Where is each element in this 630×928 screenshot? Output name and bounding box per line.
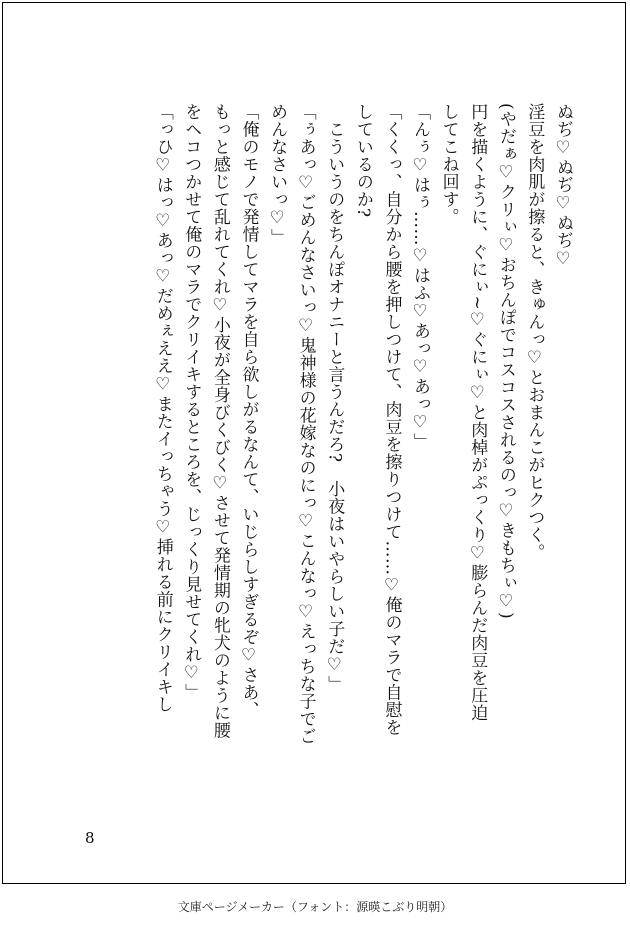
text-line: 円を描くように、ぐにぃ~♡ぐにぃ♡と肉棹がぷっくり♡膨らんだ肉豆を圧迫 xyxy=(467,103,488,722)
vertical-text-block xyxy=(148,103,577,813)
text-line: 「んぅ♡はぅ……♡はふ♡あっ♡あっ♡」 xyxy=(410,103,431,451)
text-line: ぬぢ♡ぬぢ♡ぬぢ♡ xyxy=(553,103,573,270)
footer-caption: 文庫ページメーカー（フォント：源暎こぶり明朝） xyxy=(177,900,453,914)
text-line: してこね回す。 xyxy=(438,103,459,226)
text-line: をヘコつかせて俺のマラでクリイキするところを、じっくり見せてくれ♡」 xyxy=(181,103,202,701)
text-line: 「くくっ、自分から腰を押しつけて、肉豆を擦りつけて……♡俺のマラで自慰を xyxy=(381,103,402,736)
text-line: 淫豆を肉肌が擦ると、きゅんっ♡とおまんこがヒクつく。 xyxy=(524,103,545,561)
text-line: しているのか? xyxy=(352,103,373,218)
text-line: 「俺のモノで発情してマラを自ら欲しがるなんて、いじらしすぎるぞ♡さあ、 xyxy=(238,103,259,719)
page-number: 8 xyxy=(85,829,95,847)
text-line: 「ぅあっ♡ごめんなさいっ♡鬼神様の花嫁なのにっ♡こんなっ♡えっちな子でご xyxy=(295,103,316,745)
book-page xyxy=(2,2,626,884)
text-line: めんなさいっ♡」 xyxy=(267,103,288,246)
text-line: (やだぁ♡クリぃ♡おちんぽでコスコスされるのっ♡きもちぃ♡) xyxy=(495,103,516,620)
text-line: 「っひ♡はっ♡あっ♡だめぇええ♡またイっちゃう♡挿れる前にクリイキし xyxy=(152,103,173,713)
text-line: もっと感じて乱れてくれ♡小夜が全身びくびく♡させて発情期の牝犬のように腰 xyxy=(209,103,230,739)
text-line: こういうのをちんぽオナニーと言うんだろ? 小夜はいやらしい子だ♡」 xyxy=(324,103,345,694)
